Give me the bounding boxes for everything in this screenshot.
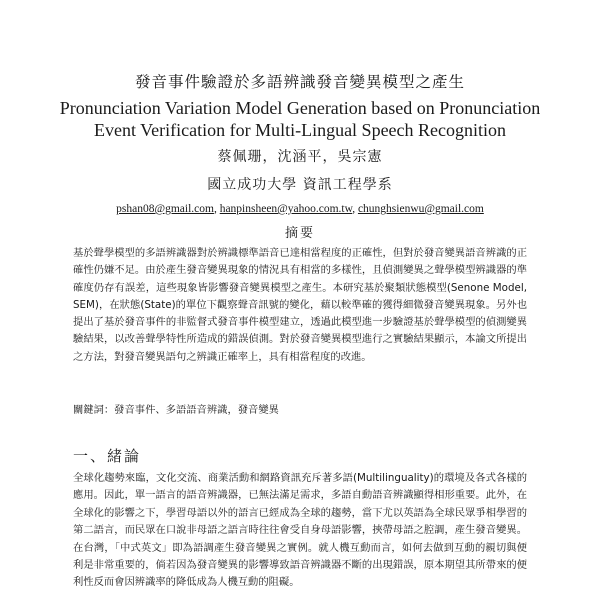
email-separator: , <box>213 203 220 215</box>
email-separator: , <box>352 203 358 215</box>
authors: 蔡佩珊，沈涵平，吳宗憲 <box>217 149 383 165</box>
paper-title-english <box>40 97 560 141</box>
introduction-paragraph: 全球化趨勢來臨，文化交流、商業活動和網路資訊充斥著多語(Multilinguality)的環境及各式各樣的應用。因此，單一語言的語音辨識器，已無法滿足需求，多語自動語音辨識顯得相形重要。此外，在全球化的影響之下，學習母語以外的語言已經成為全球的趨勢，當下尤以英語為全球民眾爭相學習的第二語言，而民眾在口說非母語之語言時往往會受自身母語影響，挾帶母語之腔調，產生發音變異。在台灣，「中式英文」即為語調產生發音變異之實例。就人機互動而言，如何去做到互動的親切與便利是非常重要的，倘若因為發音變異的影響導致語音辨識器不斷的出現錯誤，原本期望其所帶來的便利性反而會因辨識率的降低成為人機互動的阻礙。 <box>73 472 527 589</box>
affiliation: 國立成功大學 資訊工程學系 <box>207 177 393 193</box>
abstract-paragraph: 基於聲學模型的多語辨識器對於辨識標準語音已達相當程度的正確性，但對於發音變異語音辨識的正確性仍嫌不足。由於產生發音變異現象的情況具有相當的多樣性，且偵測變異之聲學模型辨識器的準確度仍存有誤差，這些現象皆影響發音變異模型之產生。本研究基於聚類狀態模型(Senone Model, SEM)，在狀態(State)的單位下觀察聲音訊號的變化，藉以較準確的獲得細微發音變異現象。另外也提出了基於發音事件的非監督式發音事件模型建立，透過此模型進一步驗證基於聲學模型的偵測變異驗結果，以改善聲學特性所造成的錯誤偵測。對於發音變異模型進行之實驗結果顯示，本論文所提出之方法，對發音變異語句之辨識正確率上，具有相當程度的改進。 <box>73 247 527 363</box>
email-link-1[interactable]: pshan08@gmail.com <box>116 203 214 215</box>
email-link-2[interactable]: hanpinsheen@yahoo.com.tw <box>219 203 353 215</box>
paper-title-chinese: 發音事件驗證於多語辨識發音變異模型之產生 <box>134 73 465 91</box>
keywords: 關鍵詞：發音事件、多語語音辨識，發音變異 <box>73 404 279 416</box>
section-heading-introduction: 一、緒論 <box>73 447 142 465</box>
introduction-body <box>73 470 527 592</box>
email-link-3[interactable]: chunghsienwu@gmail.com <box>357 203 484 215</box>
paper-title-english-line-2: Event Verification for Multi-Lingual Speech Recognition <box>93 120 507 140</box>
abstract-heading: 摘要 <box>284 226 315 241</box>
paper-title-english-line-1: Pronunciation Variation Model Generation based on Pronunciation <box>59 98 541 118</box>
abstract-body <box>73 245 527 366</box>
author-emails <box>0 203 600 215</box>
